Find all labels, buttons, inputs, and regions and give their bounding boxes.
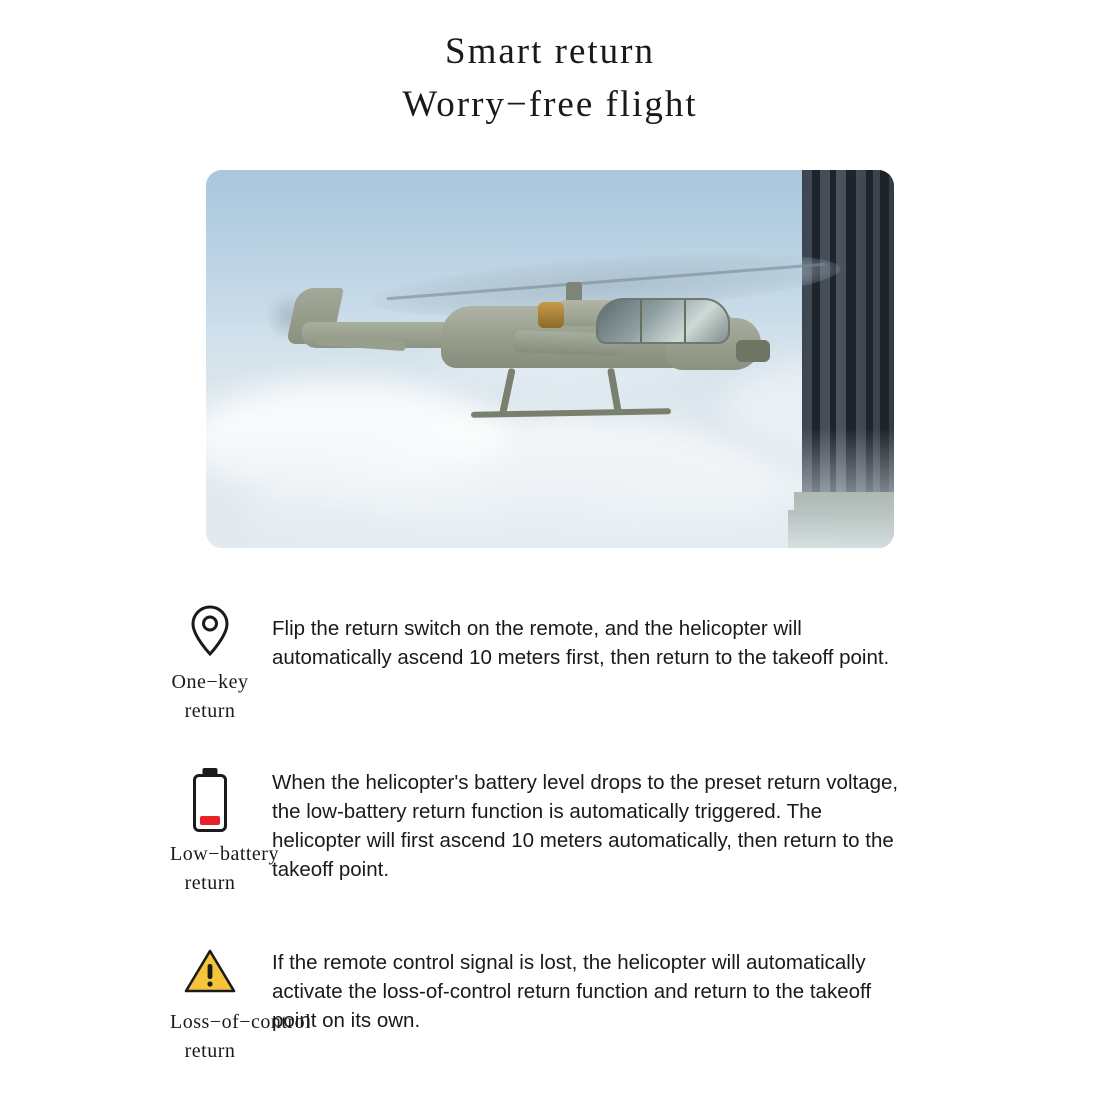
hero-image — [206, 170, 894, 548]
page-title — [0, 0, 1100, 131]
feature-label-line-2: return — [184, 1040, 236, 1062]
battery-low-icon — [170, 772, 250, 834]
feature-label — [170, 1008, 312, 1066]
air-intake — [538, 302, 564, 328]
feature-icon-column — [0, 768, 279, 898]
feature-label — [170, 840, 279, 898]
battery-shell — [193, 774, 227, 832]
feature-row — [0, 940, 1100, 1066]
page-title-line-2: Worry−free flight — [402, 83, 698, 125]
feature-description: If the remote control signal is lost, the helicopter will automatically activate the loss-of-control return function and return to the takeoff point on its own. — [272, 951, 872, 1033]
feature-label-line-1: Low−battery — [170, 843, 279, 865]
warning-triangle-icon — [170, 940, 250, 1002]
feature-icon-column — [0, 940, 312, 1066]
feature-label-line-2: return — [184, 872, 236, 894]
page-title-line-1: Smart return — [445, 31, 655, 72]
nose-turret — [736, 340, 770, 362]
feature-label-line-1: Loss−of−control — [170, 1011, 312, 1033]
battery-fill — [200, 816, 220, 825]
feature-description: When the helicopter's battery level drops to the preset return voltage, the low-battery return function is automatically triggered. The helicopter will first ascend 10 meters automatically, then return to the takeoff point. — [272, 771, 899, 882]
feature-description: Flip the return switch on the remote, and the helicopter will automatically ascend 10 meters first, then return to the takeoff point. — [272, 617, 890, 670]
feature-icon-column — [0, 600, 250, 726]
feature-label — [170, 668, 250, 726]
landing-skid-leg — [499, 368, 515, 414]
feature-label-line-2: return — [184, 700, 236, 722]
helicopter-illustration — [266, 240, 846, 440]
feature-label-line-1: One−key — [171, 671, 249, 693]
location-pin-icon — [170, 600, 250, 662]
horizon-haze — [206, 428, 894, 548]
landing-skid-leg — [607, 368, 622, 415]
cockpit-canopy — [596, 298, 730, 344]
feature-row — [0, 768, 1100, 898]
feature-list — [0, 600, 1100, 1108]
feature-row — [0, 600, 1100, 726]
